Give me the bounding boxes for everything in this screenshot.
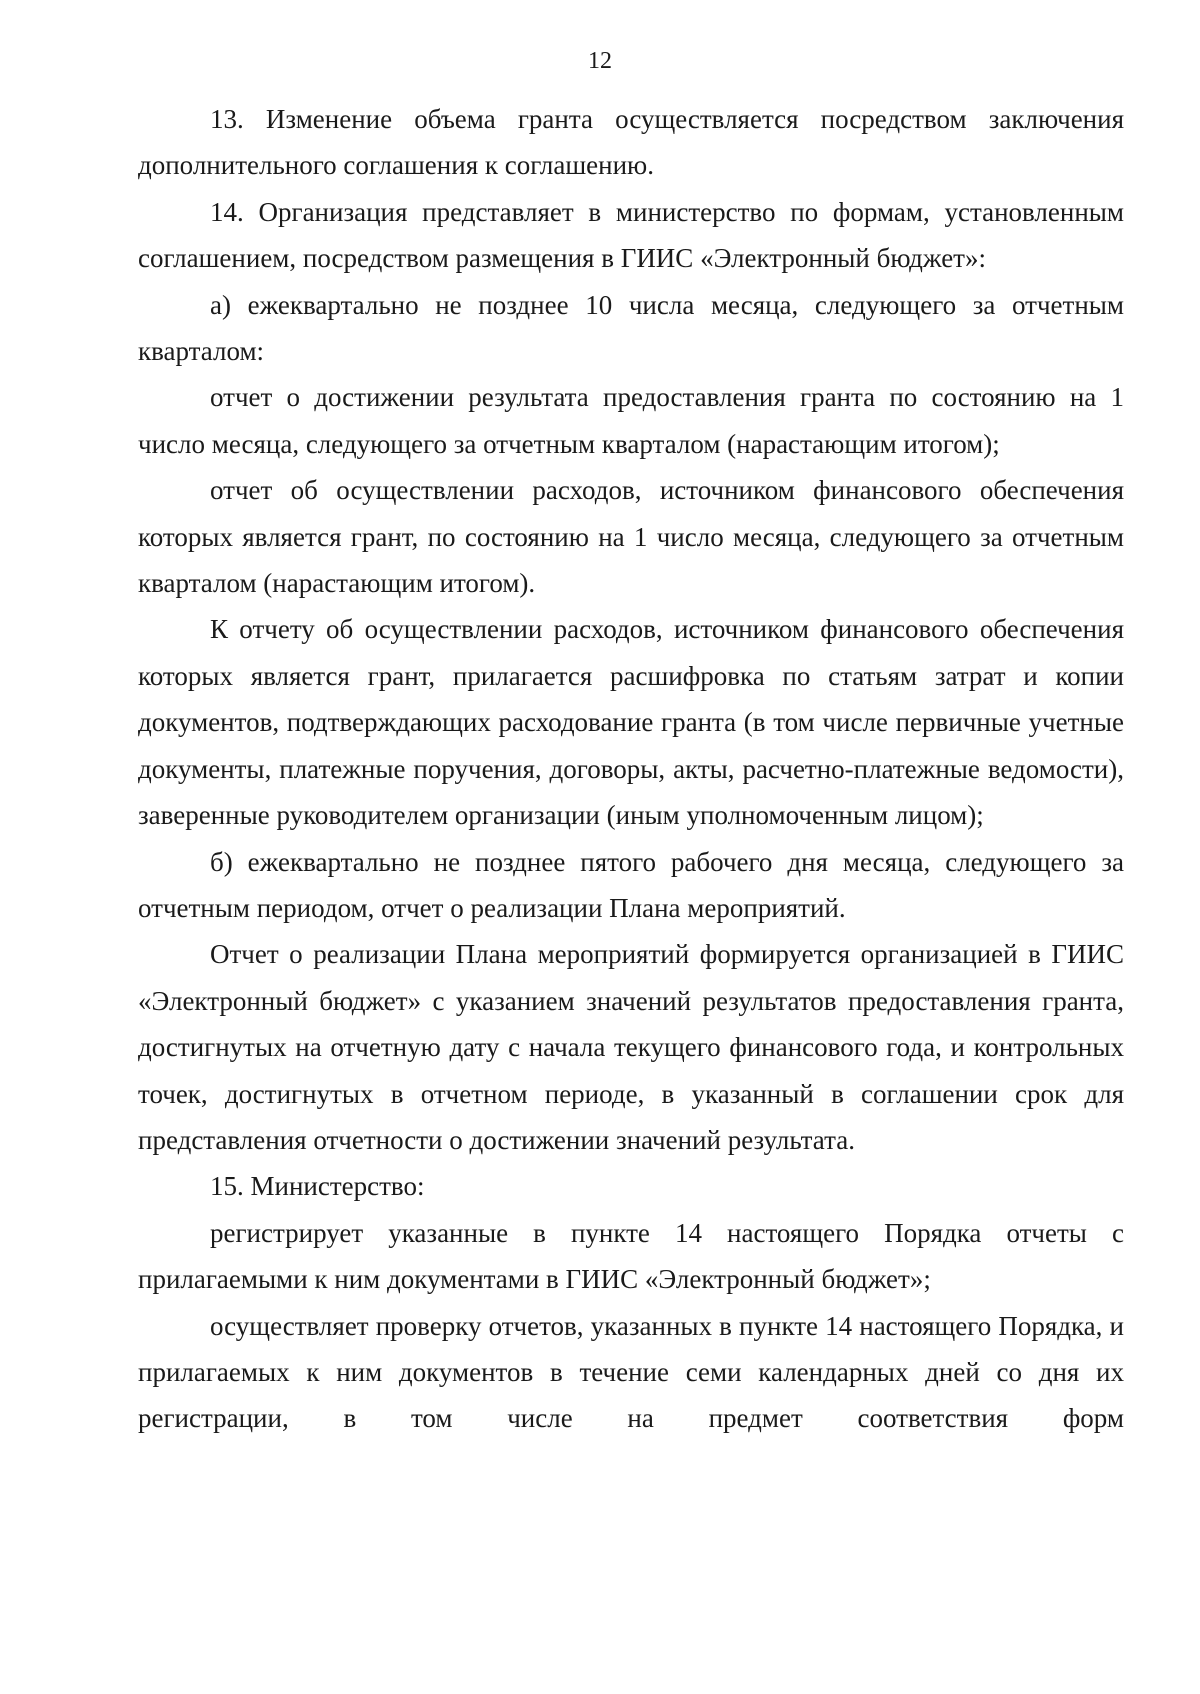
- paragraph-report-achievement: отчет о достижении результата предоставления гранта по состоянию на 1 число месяца, следующего за отчетным кварталом (нарастающим итогом);: [138, 382, 1124, 459]
- paragraph-report-expenses: отчет об осуществлении расходов, источником финансового обеспечения которых является грант, по состоянию на 1 число месяца, следующего за отчетным кварталом (нарастающим итогом).: [138, 475, 1124, 599]
- paragraph-14-a: а) ежеквартально не позднее 10 числа месяца, следующего за отчетным кварталом:: [138, 289, 1124, 367]
- paragraph-14-b: б) ежеквартально не позднее пятого рабочего дня месяца, следующего за отчетным периодом, отчет о реализации Плана мероприятий.: [138, 846, 1124, 923]
- paragraph-13: 13. Изменение объема гранта осуществляется посредством заключения дополнительного соглашения к соглашению.: [138, 104, 1124, 181]
- paragraph-verification: осуществляет проверку отчетов, указанных в пункте 14 настоящего Порядка, и прилагаемых к ним документов в течение семи календарных дней со дня их регистрации, в том числе на предмет соответствия форм: [138, 1310, 1124, 1434]
- paragraph-14: 14. Организация представляет в министерство по формам, установленным соглашением, посредством размещения в ГИИС «Электронный бюджет»:: [138, 196, 1124, 274]
- paragraph-plan-report: Отчет о реализации Плана мероприятий формируется организацией в ГИИС «Электронный бюджет» с указанием значений результатов предоставления гранта, достигнутых на отчетную дату с начала текущего финансового года, и контрольных точек, достигнутых в отчетном периоде, в указанный в соглашении срок для представления отчетности о достижении значений результата.: [138, 939, 1124, 1155]
- paragraph-15: 15. Министерство:: [210, 1171, 425, 1202]
- paragraph-registers: регистрирует указанные в пункте 14 настоящего Порядка отчеты с прилагаемыми к ним документами в ГИИС «Электронный бюджет»;: [138, 1217, 1124, 1295]
- document-body: [138, 96, 1124, 1442]
- paragraph-expenses-attachments: К отчету об осуществлении расходов, источником финансового обеспечения которых является грант, прилагается расшифровка по статьям затрат и копии документов, подтверждающих расходование гранта (в том числе первичные учетные документы, платежные поручения, договоры, акты, расчетно-платежные ведомости), заверенные руководителем организации (иным уполномоченным лицом);: [138, 614, 1124, 831]
- page-number: 12: [588, 48, 612, 74]
